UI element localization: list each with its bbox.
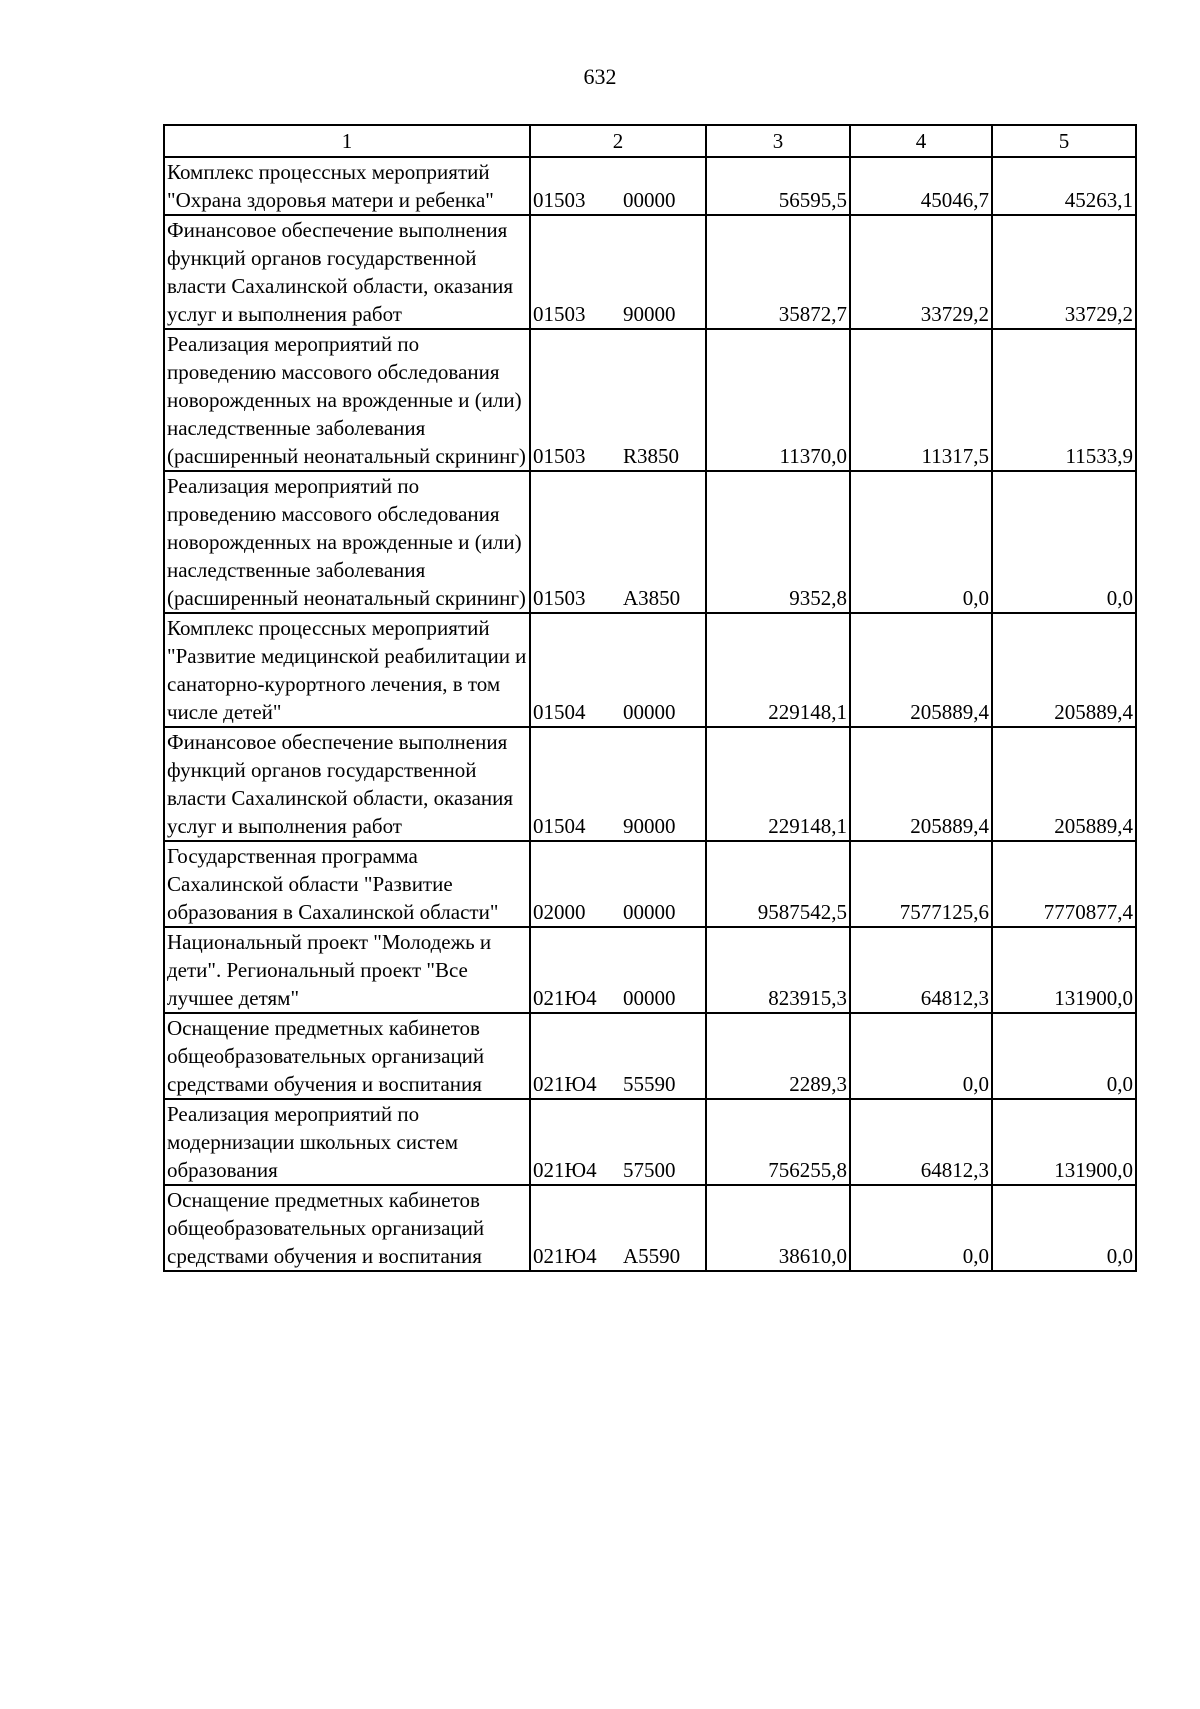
direction-code: А5590 xyxy=(623,1244,681,1268)
value-col-3: 229148,1 xyxy=(706,613,850,727)
row-code xyxy=(530,727,706,841)
column-header-2: 2 xyxy=(530,125,706,157)
budget-table xyxy=(163,124,1137,1272)
value-col-3: 756255,8 xyxy=(706,1099,850,1185)
value-col-5: 33729,2 xyxy=(992,215,1136,329)
row-code xyxy=(530,471,706,613)
direction-code: 90000 xyxy=(623,814,676,838)
value-col-3: 56595,5 xyxy=(706,157,850,215)
row-name: Комплекс процессных мероприятий "Охрана здоровья матери и ребенка" xyxy=(164,157,530,215)
value-col-3: 823915,3 xyxy=(706,927,850,1013)
value-col-3: 9587542,5 xyxy=(706,841,850,927)
direction-code: 90000 xyxy=(623,302,676,326)
value-col-4: 0,0 xyxy=(850,471,992,613)
program-code: 01503 xyxy=(533,302,586,326)
value-col-5: 0,0 xyxy=(992,1013,1136,1099)
value-col-5: 45263,1 xyxy=(992,157,1136,215)
value-col-3: 35872,7 xyxy=(706,215,850,329)
value-col-3: 2289,3 xyxy=(706,1013,850,1099)
row-name: Финансовое обеспечение выполнения функций органов государственной власти Сахалинской области, оказания услуг и выполнения работ xyxy=(164,215,530,329)
value-col-5: 0,0 xyxy=(992,471,1136,613)
program-code: 01503 xyxy=(533,444,586,468)
value-col-3: 38610,0 xyxy=(706,1185,850,1271)
row-code xyxy=(530,1099,706,1185)
direction-code: А3850 xyxy=(623,586,681,610)
row-code xyxy=(530,157,706,215)
value-col-4: 33729,2 xyxy=(850,215,992,329)
value-col-4: 11317,5 xyxy=(850,329,992,471)
row-name: Финансовое обеспечение выполнения функций органов государственной власти Сахалинской области, оказания услуг и выполнения работ xyxy=(164,727,530,841)
value-col-3: 11370,0 xyxy=(706,329,850,471)
value-col-4: 45046,7 xyxy=(850,157,992,215)
value-col-3: 229148,1 xyxy=(706,727,850,841)
program-code: 02000 xyxy=(533,900,586,924)
table-row xyxy=(164,1099,1136,1185)
row-code xyxy=(530,841,706,927)
value-col-4: 205889,4 xyxy=(850,613,992,727)
direction-code: 00000 xyxy=(623,900,676,924)
table-row xyxy=(164,471,1136,613)
value-col-5: 131900,0 xyxy=(992,927,1136,1013)
table-row xyxy=(164,157,1136,215)
value-col-5: 7770877,4 xyxy=(992,841,1136,927)
row-name: Комплекс процессных мероприятий "Развитие медицинской реабилитации и санаторно-курортного лечения, в том числе детей" xyxy=(164,613,530,727)
column-header-3: 3 xyxy=(706,125,850,157)
column-header-1: 1 xyxy=(164,125,530,157)
value-col-5: 0,0 xyxy=(992,1185,1136,1271)
value-col-5: 205889,4 xyxy=(992,613,1136,727)
page-number: 632 xyxy=(583,64,617,89)
row-name: Оснащение предметных кабинетов общеобразовательных организаций средствами обучения и воспитания xyxy=(164,1185,530,1271)
table-row xyxy=(164,841,1136,927)
table-row xyxy=(164,927,1136,1013)
row-name: Государственная программа Сахалинской области "Развитие образования в Сахалинской области" xyxy=(164,841,530,927)
row-name: Реализация мероприятий по проведению массового обследования новорожденных на врожденные и (или) наследственные заболевания (расширенный неонатальный скрининг) xyxy=(164,471,530,613)
value-col-5: 205889,4 xyxy=(992,727,1136,841)
program-code: 01503 xyxy=(533,188,586,212)
table-row xyxy=(164,215,1136,329)
value-col-4: 0,0 xyxy=(850,1185,992,1271)
direction-code: 55590 xyxy=(623,1072,676,1096)
value-col-4: 0,0 xyxy=(850,1013,992,1099)
table-row xyxy=(164,329,1136,471)
row-code xyxy=(530,1185,706,1271)
program-code: 021Ю4 xyxy=(533,1158,597,1182)
program-code: 021Ю4 xyxy=(533,986,597,1010)
column-header-4: 4 xyxy=(850,125,992,157)
column-header-5: 5 xyxy=(992,125,1136,157)
row-name: Реализация мероприятий по модернизации школьных систем образования xyxy=(164,1099,530,1185)
direction-code: 00000 xyxy=(623,986,676,1010)
value-col-4: 64812,3 xyxy=(850,927,992,1013)
table-row xyxy=(164,613,1136,727)
value-col-4: 7577125,6 xyxy=(850,841,992,927)
value-col-4: 205889,4 xyxy=(850,727,992,841)
value-col-3: 9352,8 xyxy=(706,471,850,613)
program-code: 021Ю4 xyxy=(533,1072,597,1096)
direction-code: 57500 xyxy=(623,1158,676,1182)
value-col-5: 11533,9 xyxy=(992,329,1136,471)
table-row xyxy=(164,1185,1136,1271)
table-row xyxy=(164,1013,1136,1099)
row-code xyxy=(530,927,706,1013)
program-code: 01504 xyxy=(533,814,586,838)
program-code: 01503 xyxy=(533,586,586,610)
row-name: Национальный проект "Молодежь и дети". Региональный проект "Все лучшее детям" xyxy=(164,927,530,1013)
row-code xyxy=(530,1013,706,1099)
direction-code: 00000 xyxy=(623,700,676,724)
row-name: Реализация мероприятий по проведению массового обследования новорожденных на врожденные и (или) наследственные заболевания (расширенный неонатальный скрининг) xyxy=(164,329,530,471)
program-code: 01504 xyxy=(533,700,586,724)
value-col-5: 131900,0 xyxy=(992,1099,1136,1185)
row-name: Оснащение предметных кабинетов общеобразовательных организаций средствами обучения и воспитания xyxy=(164,1013,530,1099)
row-code xyxy=(530,215,706,329)
program-code: 021Ю4 xyxy=(533,1244,597,1268)
direction-code: 00000 xyxy=(623,188,676,212)
row-code xyxy=(530,613,706,727)
header-row xyxy=(164,125,1136,157)
value-col-4: 64812,3 xyxy=(850,1099,992,1185)
direction-code: R3850 xyxy=(623,444,680,468)
row-code xyxy=(530,329,706,471)
table-row xyxy=(164,727,1136,841)
